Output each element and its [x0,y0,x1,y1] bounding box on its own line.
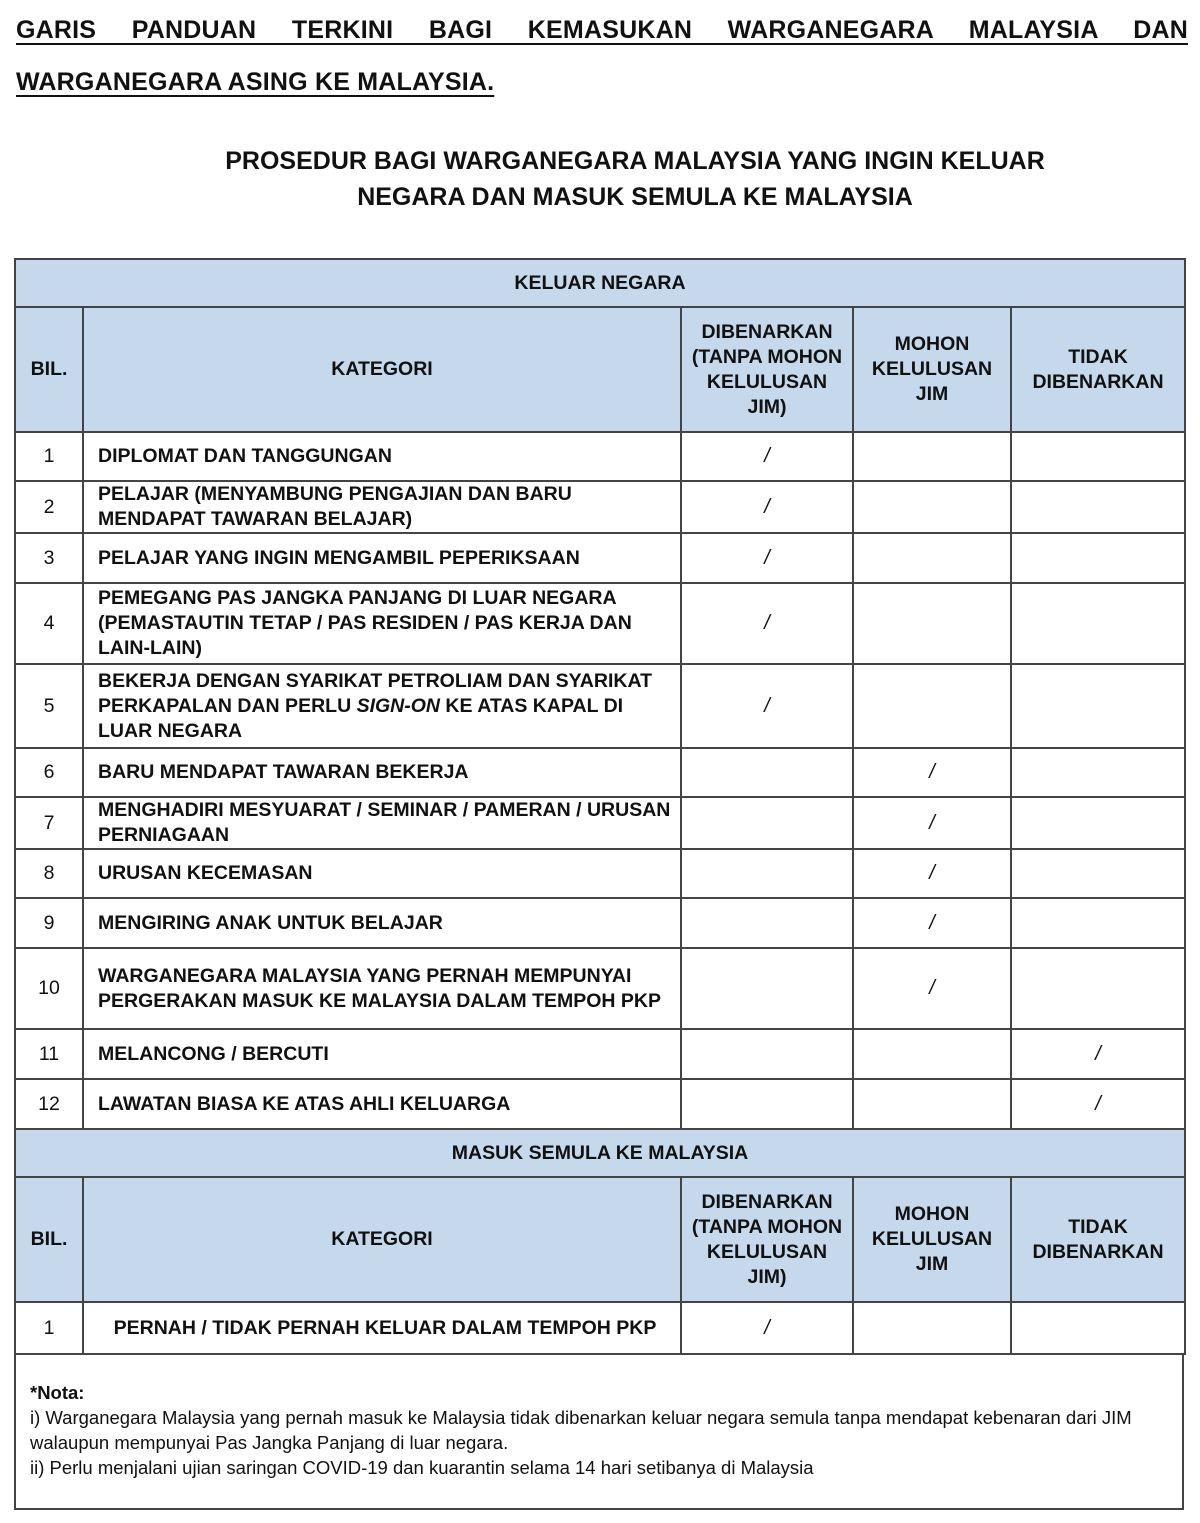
mark-tidak [1011,583,1185,664]
mark-dibenarkan: / [681,664,853,748]
table-row [15,583,1185,664]
table-row [15,481,1185,533]
mark-tidak [1011,664,1185,748]
section-label: KELUAR NEGARA [15,259,1185,307]
mark-dibenarkan [681,1029,853,1079]
row-category: MENGIRING ANAK UNTUK BELAJAR [83,898,681,948]
mark-dibenarkan [681,898,853,948]
row-number: 11 [15,1029,83,1079]
row-category-italic: SIGN-ON [356,694,440,717]
mark-tidak [1011,948,1185,1029]
column-header-row [15,1177,1185,1302]
note-item: ii) Perlu menjalani ujian saringan COVID-19 dan kuarantin selama 14 hari setibanya di Malaysia [30,1457,814,1478]
row-category-part: BEKERJA DENGAN SYARIKAT PETROLIAM DAN SYARIKAT PERKAPALAN DAN PERLU [98,669,652,717]
row-category: DIPLOMAT DAN TANGGUNGAN [83,432,681,481]
mark-dibenarkan: / [681,481,853,533]
row-number: 9 [15,898,83,948]
row-category [83,664,681,748]
mark-tidak [1011,432,1185,481]
row-number: 4 [15,583,83,664]
mark-mohon: / [853,748,1011,797]
mark-mohon: / [853,797,1011,849]
mark-tidak [1011,533,1185,583]
table-row [15,1079,1185,1129]
row-category: PELAJAR (MENYAMBUNG PENGAJIAN DAN BARU MENDAPAT TAWARAN BELAJAR) [83,481,681,533]
document-title-line-2: WARGANEGARA ASING KE MALAYSIA. [16,68,495,96]
mark-dibenarkan: / [681,583,853,664]
row-category: PELAJAR YANG INGIN MENGAMBIL PEPERIKSAAN [83,533,681,583]
row-number: 3 [15,533,83,583]
document-title-line-1: GARIS PANDUAN TERKINI BAGI KEMASUKAN WARGANEGARA MALAYSIA DAN [16,16,1188,44]
mark-dibenarkan [681,1079,853,1129]
mark-mohon [853,1079,1011,1129]
mark-dibenarkan [681,748,853,797]
table-row [15,1302,1185,1354]
table-row [15,664,1185,748]
col-header-tidak-dibenarkan: TIDAK DIBENARKAN [1011,1177,1185,1302]
row-category: WARGANEGARA MALAYSIA YANG PERNAH MEMPUNYAI PERGERAKAN MASUK KE MALAYSIA DALAM TEMPOH PKP [83,948,681,1029]
mark-tidak [1011,797,1185,849]
table-row [15,432,1185,481]
row-category: PERNAH / TIDAK PERNAH KELUAR DALAM TEMPOH PKP [83,1302,681,1354]
mark-mohon [853,664,1011,748]
row-number: 8 [15,849,83,898]
mark-dibenarkan [681,948,853,1029]
section-subtitle-line-1: PROSEDUR BAGI WARGANEGARA MALAYSIA YANG INGIN KELUAR [225,147,1045,175]
mark-tidak: / [1011,1029,1185,1079]
row-number: 1 [15,432,83,481]
row-number: 12 [15,1079,83,1129]
procedure-table [14,258,1186,1355]
row-category-part: KE ATAS KAPAL DI LUAR NEGARA [98,694,624,742]
row-number: 10 [15,948,83,1029]
col-header-bil: BIL. [15,307,83,432]
row-category: URUSAN KECEMASAN [83,849,681,898]
col-header-dibenarkan: DIBENARKAN (TANPA MOHON KELULUSAN JIM) [681,307,853,432]
col-header-tidak-dibenarkan: TIDAK DIBENARKAN [1011,307,1185,432]
row-number: 1 [15,1302,83,1354]
section-header-keluar-negara [15,259,1185,307]
table-row [15,748,1185,797]
table-row [15,898,1185,948]
notes-box [14,1354,1184,1510]
col-header-kategori: KATEGORI [83,1177,681,1302]
mark-tidak [1011,481,1185,533]
table-row [15,948,1185,1029]
mark-dibenarkan: / [681,1302,853,1354]
col-header-bil: BIL. [15,1177,83,1302]
mark-mohon [853,1029,1011,1079]
column-header-row [15,307,1185,432]
row-number: 6 [15,748,83,797]
table-row [15,797,1185,849]
mark-mohon [853,481,1011,533]
mark-tidak [1011,849,1185,898]
col-header-mohon-kelulusan: MOHON KELULUSAN JIM [853,1177,1011,1302]
section-label: MASUK SEMULA KE MALAYSIA [15,1129,1185,1177]
row-category: LAWATAN BIASA KE ATAS AHLI KELUARGA [83,1079,681,1129]
section-subtitle-line-2: NEGARA DAN MASUK SEMULA KE MALAYSIA [357,183,913,211]
mark-tidak [1011,1302,1185,1354]
row-number: 5 [15,664,83,748]
section-header-masuk-semula [15,1129,1185,1177]
row-category: MENGHADIRI MESYUARAT / SEMINAR / PAMERAN / URUSAN PERNIAGAAN [83,797,681,849]
table-row [15,533,1185,583]
mark-mohon: / [853,849,1011,898]
col-header-dibenarkan: DIBENARKAN (TANPA MOHON KELULUSAN JIM) [681,1177,853,1302]
mark-mohon: / [853,948,1011,1029]
mark-tidak [1011,898,1185,948]
col-header-mohon-kelulusan: MOHON KELULUSAN JIM [853,307,1011,432]
row-category: PEMEGANG PAS JANGKA PANJANG DI LUAR NEGARA (PEMASTAUTIN TETAP / PAS RESIDEN / PAS KERJA DAN LAIN-LAIN) [83,583,681,664]
table-row [15,849,1185,898]
mark-tidak [1011,748,1185,797]
notes-heading: *Nota: [30,1382,85,1403]
row-number: 2 [15,481,83,533]
mark-dibenarkan: / [681,533,853,583]
document-title [16,4,1188,108]
mark-dibenarkan [681,797,853,849]
mark-tidak: / [1011,1079,1185,1129]
table-row [15,1029,1185,1079]
row-number: 7 [15,797,83,849]
note-item: i) Warganegara Malaysia yang pernah masuk ke Malaysia tidak dibenarkan keluar negara semula tanpa mendapat kebenaran dari JIM walaupun mempunyai Pas Jangka Panjang di luar negara. [30,1407,1132,1453]
mark-dibenarkan: / [681,432,853,481]
row-category: BARU MENDAPAT TAWARAN BEKERJA [83,748,681,797]
col-header-kategori: KATEGORI [83,307,681,432]
mark-mohon [853,1302,1011,1354]
mark-mohon: / [853,898,1011,948]
mark-mohon [853,432,1011,481]
section-subtitle [120,143,1150,215]
mark-dibenarkan [681,849,853,898]
mark-mohon [853,583,1011,664]
mark-mohon [853,533,1011,583]
row-category: MELANCONG / BERCUTI [83,1029,681,1079]
